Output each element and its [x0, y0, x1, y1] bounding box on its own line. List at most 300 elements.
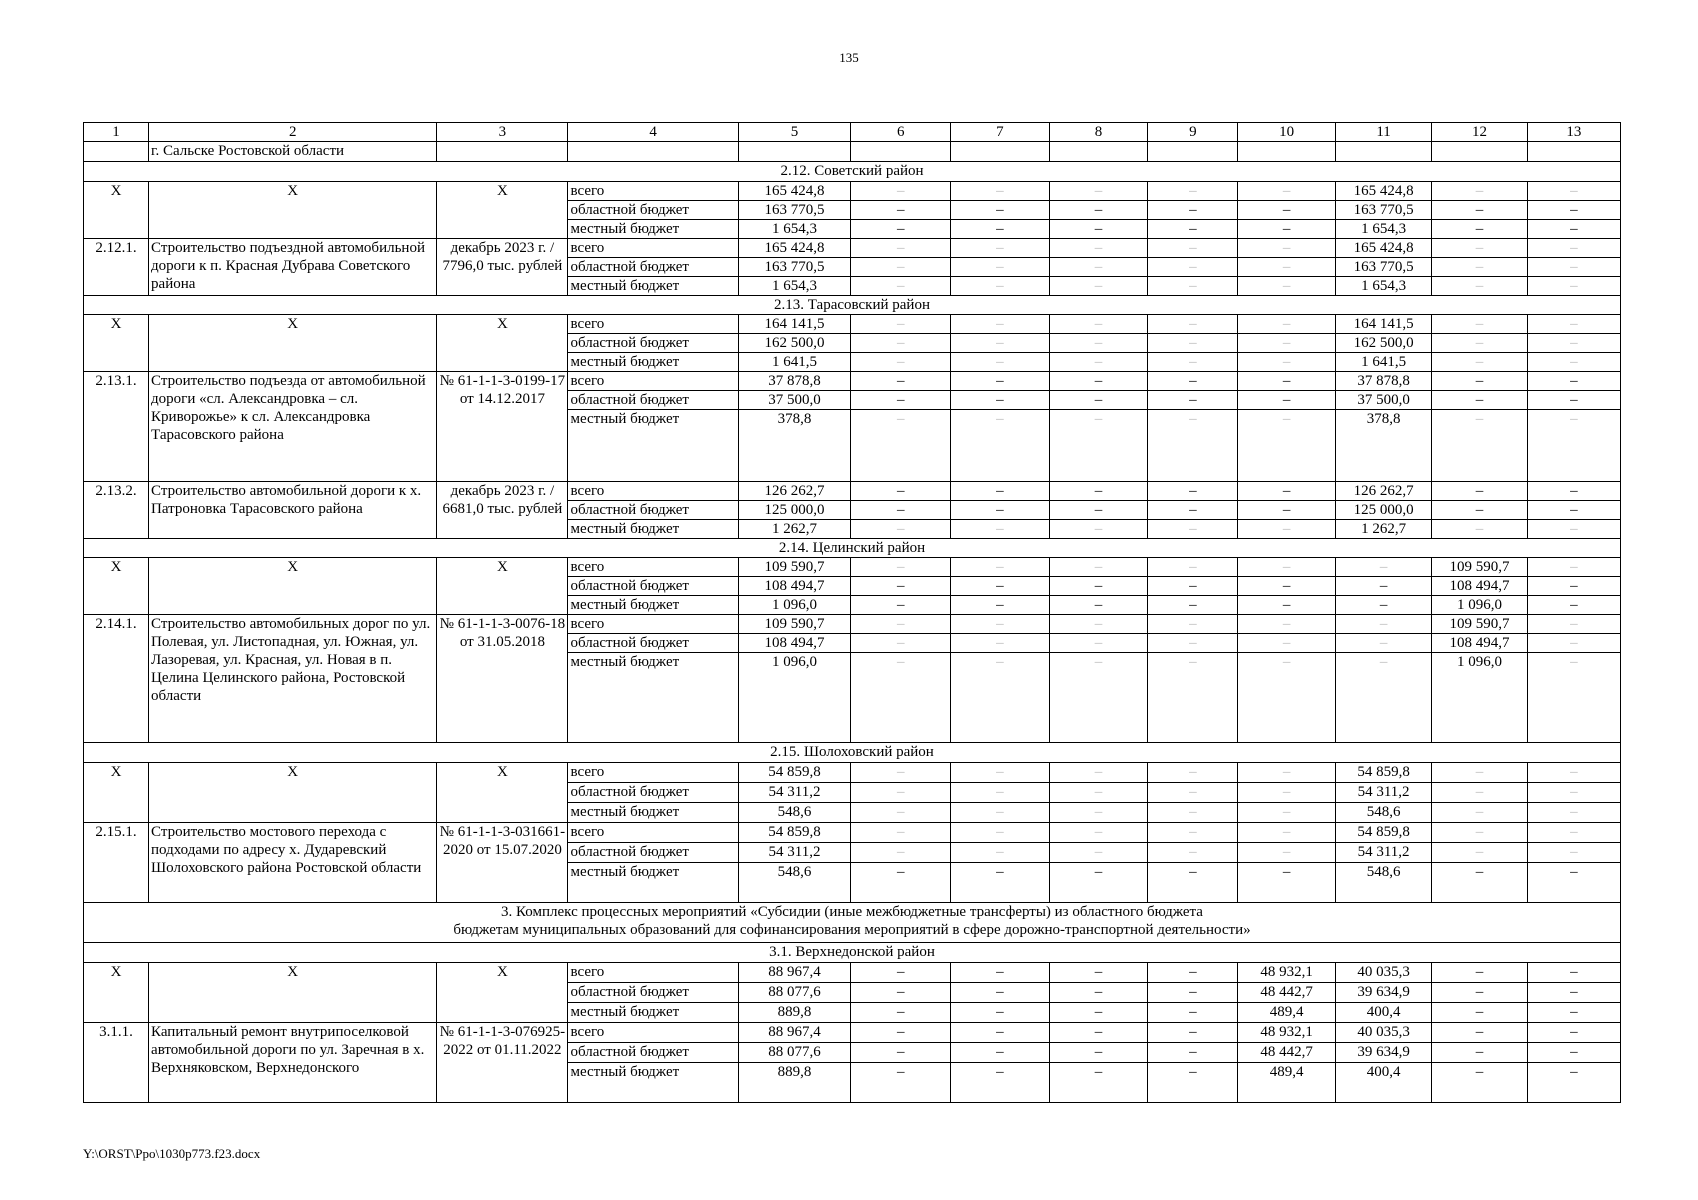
- budget-type: всего: [568, 1023, 738, 1043]
- amount-cell: 40 035,3: [1335, 1023, 1431, 1043]
- empty-dash: –: [1432, 220, 1527, 239]
- empty-dash: –: [1432, 1003, 1527, 1023]
- amount-cell: 37 878,8: [1335, 372, 1431, 391]
- section-title: 3.1. Верхнедонской район: [84, 943, 1621, 963]
- empty-dash: –: [1049, 258, 1148, 277]
- empty-dash: –: [1148, 201, 1238, 220]
- empty-dash: –: [851, 258, 951, 277]
- empty-dash: –: [851, 1043, 951, 1063]
- empty-dash: –: [1238, 823, 1336, 843]
- budget-type: местный бюджет: [568, 1003, 738, 1023]
- amount-cell: 48 442,7: [1238, 983, 1336, 1003]
- empty-dash: –: [1432, 823, 1527, 843]
- empty-dash: –: [951, 1043, 1050, 1063]
- empty-dash: –: [1432, 410, 1527, 482]
- amount-cell: 1 262,7: [1335, 520, 1431, 539]
- empty-dash: –: [1527, 843, 1620, 863]
- item-number: 2.13.1.: [84, 372, 149, 482]
- empty-dash: –: [851, 863, 951, 903]
- amount-cell: 548,6: [738, 803, 851, 823]
- budget-type: местный бюджет: [568, 410, 738, 482]
- empty-dash: –: [851, 334, 951, 353]
- empty-dash: –: [1527, 315, 1620, 334]
- empty-dash: –: [1432, 239, 1527, 258]
- column-number: 11: [1335, 123, 1431, 142]
- empty-dash: –: [851, 520, 951, 539]
- empty-dash: –: [1049, 182, 1148, 201]
- empty-dash: –: [1527, 863, 1620, 903]
- item-number: 2.15.1.: [84, 823, 149, 903]
- budget-type: местный бюджет: [568, 596, 738, 615]
- empty-dash: –: [1049, 482, 1148, 501]
- empty-dash: –: [1049, 353, 1148, 372]
- empty-dash: –: [1238, 239, 1336, 258]
- empty-dash: –: [1049, 201, 1148, 220]
- column-number: 9: [1148, 123, 1238, 142]
- empty-dash: –: [1238, 372, 1336, 391]
- empty-dash: –: [1148, 983, 1238, 1003]
- empty-dash: –: [1148, 520, 1238, 539]
- empty-dash: –: [951, 182, 1050, 201]
- amount-cell: 54 311,2: [738, 843, 851, 863]
- empty-dash: –: [1148, 823, 1238, 843]
- amount-cell: 163 770,5: [1335, 201, 1431, 220]
- empty-dash: –: [1527, 763, 1620, 783]
- amount-cell: 37 878,8: [738, 372, 851, 391]
- x-mark: Х: [84, 763, 149, 823]
- empty-dash: –: [951, 520, 1050, 539]
- empty-dash: –: [1527, 1003, 1620, 1023]
- amount-cell: 126 262,7: [1335, 482, 1431, 501]
- item-name: Строительство мостового перехода с подходами по адресу х. Дударевский Шолоховского района Ростовской области: [149, 823, 437, 903]
- x-mark: Х: [437, 963, 568, 1023]
- empty-dash: –: [1148, 1063, 1238, 1103]
- empty-dash: –: [1238, 653, 1336, 743]
- empty-dash: –: [951, 201, 1050, 220]
- amount-cell: 109 590,7: [1432, 615, 1527, 634]
- budget-type: всего: [568, 558, 738, 577]
- empty-dash: –: [1148, 653, 1238, 743]
- column-number: 3: [437, 123, 568, 142]
- column-number: 2: [149, 123, 437, 142]
- empty-dash: –: [1148, 182, 1238, 201]
- column-number: 4: [568, 123, 738, 142]
- empty-dash: –: [1148, 277, 1238, 296]
- empty-dash: –: [1238, 615, 1336, 634]
- budget-type: областной бюджет: [568, 501, 738, 520]
- empty-dash: –: [951, 634, 1050, 653]
- x-mark: Х: [149, 763, 437, 823]
- empty-dash: –: [851, 823, 951, 843]
- budget-type: местный бюджет: [568, 277, 738, 296]
- empty-dash: –: [1148, 1003, 1238, 1023]
- empty-dash: –: [1432, 763, 1527, 783]
- table-row: [84, 743, 1621, 763]
- amount-cell: 108 494,7: [738, 577, 851, 596]
- empty-dash: –: [951, 558, 1050, 577]
- empty-dash: –: [1148, 615, 1238, 634]
- section-title: 2.12. Советский район: [84, 162, 1621, 182]
- budget-type: всего: [568, 763, 738, 783]
- amount-cell: 163 770,5: [1335, 258, 1431, 277]
- amount-cell: 39 634,9: [1335, 983, 1431, 1003]
- table-row: [84, 123, 1621, 142]
- empty-dash: –: [1432, 983, 1527, 1003]
- empty-dash: –: [851, 596, 951, 615]
- empty-dash: –: [1238, 558, 1336, 577]
- amount-cell: 109 590,7: [1432, 558, 1527, 577]
- empty-dash: –: [851, 410, 951, 482]
- empty-dash: –: [951, 391, 1050, 410]
- amount-cell: 165 424,8: [1335, 182, 1431, 201]
- item-name: Капитальный ремонт внутрипоселковой автомобильной дороги по ул. Заречная в х. Верхняковском, Верхнедонского: [149, 1023, 437, 1103]
- empty-dash: –: [1432, 334, 1527, 353]
- section-title: 2.15. Шолоховский район: [84, 743, 1621, 763]
- budget-type: всего: [568, 963, 738, 983]
- empty-dash: –: [1049, 334, 1148, 353]
- column-number: 12: [1432, 123, 1527, 142]
- empty-dash: –: [851, 803, 951, 823]
- empty-dash: –: [851, 1063, 951, 1103]
- empty-dash: –: [1527, 182, 1620, 201]
- amount-cell: 378,8: [738, 410, 851, 482]
- empty-dash: –: [1238, 783, 1336, 803]
- item-document: декабрь 2023 г. / 7796,0 тыс. рублей: [437, 239, 568, 296]
- empty-dash: –: [1527, 520, 1620, 539]
- empty-dash: –: [951, 220, 1050, 239]
- empty-dash: –: [1335, 558, 1431, 577]
- amount-cell: 54 859,8: [738, 823, 851, 843]
- budget-type: всего: [568, 239, 738, 258]
- empty-dash: –: [1527, 983, 1620, 1003]
- table-cell: [84, 142, 149, 162]
- column-number: 5: [738, 123, 851, 142]
- x-mark: Х: [437, 182, 568, 239]
- amount-cell: 1 654,3: [1335, 220, 1431, 239]
- empty-dash: –: [1238, 258, 1336, 277]
- empty-dash: –: [1049, 783, 1148, 803]
- file-path-footer: Y:\ORST\Ppo\1030p773.f23.docx: [83, 1146, 261, 1161]
- amount-cell: 109 590,7: [738, 615, 851, 634]
- empty-dash: –: [951, 843, 1050, 863]
- item-document: № 61-1-1-3-0199-17 от 14.12.2017: [437, 372, 568, 482]
- empty-dash: –: [1049, 239, 1148, 258]
- empty-dash: –: [1527, 577, 1620, 596]
- amount-cell: 54 859,8: [738, 763, 851, 783]
- empty-dash: –: [1238, 520, 1336, 539]
- empty-dash: –: [1049, 863, 1148, 903]
- empty-dash: –: [1527, 963, 1620, 983]
- section-title-line: 3. Комплекс процессных мероприятий «Субсидии (иные межбюджетные трансферты) из областного бюджета: [501, 904, 1203, 920]
- empty-dash: –: [1527, 634, 1620, 653]
- amount-cell: 1 654,3: [1335, 277, 1431, 296]
- section-title: 2.14. Целинский район: [84, 539, 1621, 558]
- empty-dash: –: [951, 1063, 1050, 1103]
- empty-dash: –: [1238, 315, 1336, 334]
- x-mark: Х: [84, 315, 149, 372]
- empty-dash: –: [951, 577, 1050, 596]
- empty-dash: –: [1148, 391, 1238, 410]
- amount-cell: 125 000,0: [738, 501, 851, 520]
- empty-dash: –: [1148, 577, 1238, 596]
- empty-dash: –: [951, 983, 1050, 1003]
- amount-cell: 165 424,8: [738, 182, 851, 201]
- empty-dash: –: [1148, 963, 1238, 983]
- empty-dash: –: [1527, 353, 1620, 372]
- column-number: 7: [951, 123, 1050, 142]
- empty-dash: –: [851, 1023, 951, 1043]
- empty-dash: –: [1238, 182, 1336, 201]
- amount-cell: 1 096,0: [738, 653, 851, 743]
- budget-type: всего: [568, 182, 738, 201]
- empty-dash: –: [1049, 1003, 1148, 1023]
- amount-cell: 889,8: [738, 1003, 851, 1023]
- empty-dash: –: [851, 315, 951, 334]
- amount-cell: 54 311,2: [738, 783, 851, 803]
- empty-dash: –: [951, 783, 1050, 803]
- empty-dash: –: [951, 410, 1050, 482]
- empty-dash: –: [851, 963, 951, 983]
- empty-dash: –: [851, 201, 951, 220]
- amount-cell: 164 141,5: [1335, 315, 1431, 334]
- empty-dash: –: [1432, 863, 1527, 903]
- empty-dash: –: [1049, 220, 1148, 239]
- table-row: [84, 943, 1621, 963]
- table-row: [84, 182, 1621, 201]
- budget-type: областной бюджет: [568, 783, 738, 803]
- item-document: № 61-1-1-3-0076-18 от 31.05.2018: [437, 615, 568, 743]
- table-row: [84, 963, 1621, 983]
- table-row: [84, 372, 1621, 391]
- table-row: [84, 162, 1621, 182]
- empty-dash: –: [951, 803, 1050, 823]
- table-cell: [851, 142, 951, 162]
- amount-cell: 48 932,1: [1238, 963, 1336, 983]
- budget-type: местный бюджет: [568, 1063, 738, 1103]
- x-mark: Х: [437, 763, 568, 823]
- empty-dash: –: [1527, 239, 1620, 258]
- empty-dash: –: [1049, 520, 1148, 539]
- amount-cell: 400,4: [1335, 1063, 1431, 1103]
- empty-dash: –: [951, 482, 1050, 501]
- empty-dash: –: [1432, 1043, 1527, 1063]
- empty-dash: –: [1432, 391, 1527, 410]
- amount-cell: 162 500,0: [738, 334, 851, 353]
- amount-cell: 108 494,7: [1432, 577, 1527, 596]
- amount-cell: 126 262,7: [738, 482, 851, 501]
- table-row: [84, 315, 1621, 334]
- empty-dash: –: [1432, 258, 1527, 277]
- empty-dash: –: [1148, 783, 1238, 803]
- empty-dash: –: [1432, 843, 1527, 863]
- empty-dash: –: [851, 615, 951, 634]
- budget-type: всего: [568, 482, 738, 501]
- empty-dash: –: [1148, 634, 1238, 653]
- empty-dash: –: [1148, 763, 1238, 783]
- amount-cell: 39 634,9: [1335, 1043, 1431, 1063]
- item-document: № 61-1-1-3-031661-2020 от 15.07.2020: [437, 823, 568, 903]
- amount-cell: 54 859,8: [1335, 763, 1431, 783]
- item-number: 2.13.2.: [84, 482, 149, 539]
- section-title: [84, 903, 1621, 943]
- amount-cell: 108 494,7: [1432, 634, 1527, 653]
- empty-dash: –: [851, 239, 951, 258]
- budget-type: местный бюджет: [568, 653, 738, 743]
- item-document: декабрь 2023 г. / 6681,0 тыс. рублей: [437, 482, 568, 539]
- table-cell: [1527, 142, 1620, 162]
- empty-dash: –: [1148, 239, 1238, 258]
- empty-dash: –: [951, 372, 1050, 391]
- empty-dash: –: [1049, 501, 1148, 520]
- empty-dash: –: [1432, 277, 1527, 296]
- empty-dash: –: [951, 763, 1050, 783]
- table-row: [84, 903, 1621, 943]
- empty-dash: –: [1049, 1023, 1148, 1043]
- empty-dash: –: [1527, 277, 1620, 296]
- empty-dash: –: [1335, 615, 1431, 634]
- empty-dash: –: [1527, 1063, 1620, 1103]
- empty-dash: –: [1049, 615, 1148, 634]
- empty-dash: –: [1432, 803, 1527, 823]
- empty-dash: –: [1238, 353, 1336, 372]
- column-number: 8: [1049, 123, 1148, 142]
- empty-dash: –: [1049, 983, 1148, 1003]
- empty-dash: –: [1527, 372, 1620, 391]
- table-cell: [568, 142, 738, 162]
- x-mark: Х: [437, 558, 568, 615]
- budget-type: областной бюджет: [568, 258, 738, 277]
- empty-dash: –: [1527, 410, 1620, 482]
- table-row: [84, 558, 1621, 577]
- amount-cell: 108 494,7: [738, 634, 851, 653]
- column-number: 10: [1238, 123, 1336, 142]
- empty-dash: –: [1238, 803, 1336, 823]
- amount-cell: 1 262,7: [738, 520, 851, 539]
- amount-cell: 165 424,8: [738, 239, 851, 258]
- empty-dash: –: [1527, 823, 1620, 843]
- empty-dash: –: [851, 372, 951, 391]
- table-row: [84, 539, 1621, 558]
- empty-dash: –: [1238, 596, 1336, 615]
- empty-dash: –: [851, 1003, 951, 1023]
- amount-cell: 163 770,5: [738, 201, 851, 220]
- empty-dash: –: [1049, 823, 1148, 843]
- x-mark: Х: [84, 963, 149, 1023]
- budget-type: местный бюджет: [568, 353, 738, 372]
- empty-dash: –: [1238, 501, 1336, 520]
- empty-dash: –: [1148, 372, 1238, 391]
- empty-dash: –: [851, 182, 951, 201]
- item-name: Строительство подъезда от автомобильной дороги «сл. Александровка – сл. Криворожье» к сл. Александровка Тарасовского района: [149, 372, 437, 482]
- item-name: Строительство автомобильных дорог по ул. Полевая, ул. Листопадная, ул. Южная, ул. Лазоревая, ул. Красная, ул. Новая в п. Целина Целинского района, Ростовской области: [149, 615, 437, 743]
- amount-cell: 48 932,1: [1238, 1023, 1336, 1043]
- empty-dash: –: [851, 843, 951, 863]
- empty-dash: –: [1238, 577, 1336, 596]
- empty-dash: –: [1148, 1023, 1238, 1043]
- empty-dash: –: [1148, 482, 1238, 501]
- empty-dash: –: [1432, 353, 1527, 372]
- page-number: 135: [839, 50, 859, 65]
- empty-dash: –: [851, 482, 951, 501]
- empty-dash: –: [1148, 410, 1238, 482]
- item-number: 2.14.1.: [84, 615, 149, 743]
- empty-dash: –: [1049, 577, 1148, 596]
- amount-cell: 88 077,6: [738, 983, 851, 1003]
- amount-cell: 1 654,3: [738, 220, 851, 239]
- empty-dash: –: [851, 653, 951, 743]
- empty-dash: –: [1238, 277, 1336, 296]
- table-row: [84, 296, 1621, 315]
- budget-type: областной бюджет: [568, 843, 738, 863]
- empty-dash: –: [1432, 520, 1527, 539]
- budget-type: всего: [568, 372, 738, 391]
- amount-cell: 37 500,0: [738, 391, 851, 410]
- item-name: Строительство подъездной автомобильной дороги к п. Красная Дубрава Советского района: [149, 239, 437, 296]
- empty-dash: –: [1148, 501, 1238, 520]
- amount-cell: 1 641,5: [1335, 353, 1431, 372]
- empty-dash: –: [951, 1003, 1050, 1023]
- empty-dash: –: [1049, 277, 1148, 296]
- empty-dash: –: [1527, 501, 1620, 520]
- x-mark: Х: [84, 182, 149, 239]
- table-row: [84, 1023, 1621, 1043]
- budget-type: областной бюджет: [568, 634, 738, 653]
- budget-type: местный бюджет: [568, 520, 738, 539]
- empty-dash: –: [1238, 863, 1336, 903]
- amount-cell: 164 141,5: [738, 315, 851, 334]
- amount-cell: 489,4: [1238, 1003, 1336, 1023]
- empty-dash: –: [1148, 353, 1238, 372]
- empty-dash: –: [1049, 410, 1148, 482]
- amount-cell: 378,8: [1335, 410, 1431, 482]
- amount-cell: 548,6: [738, 863, 851, 903]
- empty-dash: –: [1527, 391, 1620, 410]
- empty-dash: –: [1527, 1043, 1620, 1063]
- amount-cell: 163 770,5: [738, 258, 851, 277]
- budget-table: [83, 122, 1621, 1103]
- budget-type: областной бюджет: [568, 1043, 738, 1063]
- table-cell: [1148, 142, 1238, 162]
- budget-type: всего: [568, 615, 738, 634]
- empty-dash: –: [1335, 577, 1431, 596]
- table-cell: [1049, 142, 1148, 162]
- empty-dash: –: [851, 353, 951, 372]
- empty-dash: –: [1527, 653, 1620, 743]
- budget-type: всего: [568, 823, 738, 843]
- table-cell: [1432, 142, 1527, 162]
- empty-dash: –: [1527, 334, 1620, 353]
- empty-dash: –: [1238, 391, 1336, 410]
- table-cell: [951, 142, 1050, 162]
- empty-dash: –: [1049, 391, 1148, 410]
- amount-cell: 1 641,5: [738, 353, 851, 372]
- empty-dash: –: [1527, 482, 1620, 501]
- empty-dash: –: [1335, 634, 1431, 653]
- budget-type: областной бюджет: [568, 334, 738, 353]
- amount-cell: 88 967,4: [738, 963, 851, 983]
- item-document: № 61-1-1-3-076925-2022 от 01.11.2022: [437, 1023, 568, 1103]
- empty-dash: –: [1148, 843, 1238, 863]
- empty-dash: –: [951, 258, 1050, 277]
- empty-dash: –: [851, 763, 951, 783]
- empty-dash: –: [1148, 220, 1238, 239]
- empty-dash: –: [1148, 863, 1238, 903]
- empty-dash: –: [951, 823, 1050, 843]
- empty-dash: –: [1335, 653, 1431, 743]
- empty-dash: –: [1432, 182, 1527, 201]
- empty-dash: –: [1238, 634, 1336, 653]
- empty-dash: –: [1238, 334, 1336, 353]
